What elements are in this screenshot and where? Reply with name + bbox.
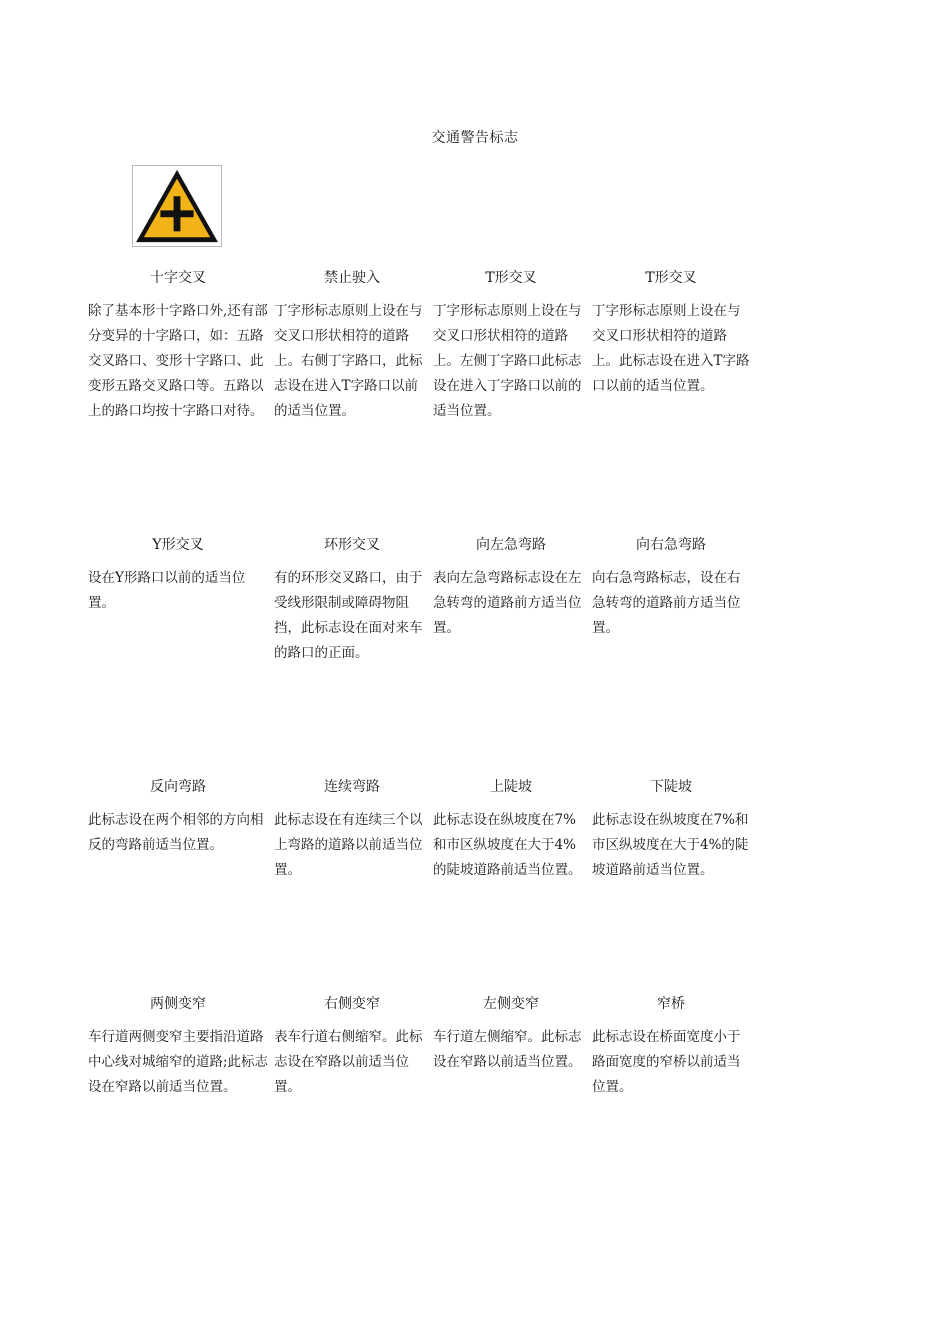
sign-entry xyxy=(433,777,589,883)
sign-title: 反向弯路 xyxy=(150,779,206,795)
sign-title: 环形交叉 xyxy=(324,537,380,553)
sign-title: 十字交叉 xyxy=(150,270,206,286)
sign-entry xyxy=(274,777,430,883)
sign-description: 车行道左侧缩窄。此标志设在窄路以前适当位置。 xyxy=(433,1029,582,1070)
sign-title: T形交叉 xyxy=(485,270,537,286)
sign-entry xyxy=(433,268,589,424)
sign-description: 此标志设在纵坡度在7%和市区纵坡度在大于4%的陡坡道路前适当位置。 xyxy=(433,812,582,878)
sign-description: 此标志设在桥面宽度小于路面宽度的窄桥以前适当位置。 xyxy=(592,1029,741,1095)
sign-title: 向右急弯路 xyxy=(636,537,706,553)
sign-description: 设在Y形路口以前的适当位置。 xyxy=(88,570,246,611)
sign-description: 表向左急弯路标志设在左急转弯的道路前方适当位置。 xyxy=(433,570,582,636)
sign-description: 丁字形标志原则上设在与交叉口形状相符的道路上。此标志设在进入T字路口以前的适当位置。 xyxy=(592,303,750,394)
sign-entry xyxy=(433,535,589,641)
sign-description: 表车行道右侧缩窄。此标志设在窄路以前适当位置。 xyxy=(274,1029,423,1095)
page-title: 交通警告标志 xyxy=(431,130,519,146)
sign-title: 左侧变窄 xyxy=(483,996,539,1012)
sign-description: 丁字形标志原则上设在与交叉口形状相符的道路上。右侧丁字路口，此标志设在进入T字路口以前的适当位置。 xyxy=(274,303,423,419)
sign-description: 此标志设在两个相邻的方向相反的弯路前适当位置。 xyxy=(88,812,264,853)
sign-title: 向左急弯路 xyxy=(476,537,546,553)
sign-description: 此标志设在有连续三个以上弯路的道路以前适当位置。 xyxy=(274,812,423,878)
crossroads-warning-sign-icon xyxy=(132,165,222,247)
sign-entry xyxy=(592,535,750,641)
sign-description: 向右急弯路标志，设在右急转弯的道路前方适当位置。 xyxy=(592,570,741,636)
sign-title: Y形交叉 xyxy=(152,537,204,553)
sign-entry xyxy=(88,268,272,424)
sign-title: 窄桥 xyxy=(657,996,685,1012)
sign-title: 禁止驶入 xyxy=(324,270,380,286)
sign-description: 除了基本形十字路口外,还有部分变异的十字路口，如：五路交叉路口、变形十字路口、此变形五路交叉路口等。五路以上的路口均按十字路口对待。 xyxy=(88,303,268,419)
sign-title: T形交叉 xyxy=(645,270,697,286)
sign-entry xyxy=(274,535,430,666)
sign-entry xyxy=(88,994,272,1100)
sign-entry xyxy=(592,268,750,399)
sign-title: 下陡坡 xyxy=(650,779,692,795)
sign-entry xyxy=(592,777,750,883)
sign-entry xyxy=(274,268,430,424)
sign-title: 连续弯路 xyxy=(324,779,380,795)
sign-title: 上陡坡 xyxy=(490,779,532,795)
sign-title: 两侧变窄 xyxy=(150,996,206,1012)
sign-entry xyxy=(592,994,750,1100)
sign-description: 丁字形标志原则上设在与交叉口形状相符的道路上。左侧丁字路口此标志设在进入丁字路口以前的适当位置。 xyxy=(433,303,582,419)
sign-entry xyxy=(274,994,430,1100)
sign-title: 右侧变窄 xyxy=(324,996,380,1012)
sign-entry xyxy=(88,535,272,616)
sign-entry xyxy=(88,777,272,858)
sign-description: 此标志设在纵坡度在7%和市区纵坡度在大于4%的陡坡道路前适当位置。 xyxy=(592,812,749,878)
sign-description: 车行道两侧变窄主要指沿道路中心线对城缩窄的道路;此标志设在窄路以前适当位置。 xyxy=(88,1029,269,1095)
sign-entry xyxy=(433,994,589,1075)
sign-description: 有的环形交叉路口，由于受线形限制或障碍物阻挡，此标志设在面对来车的路口的正面。 xyxy=(274,570,423,661)
